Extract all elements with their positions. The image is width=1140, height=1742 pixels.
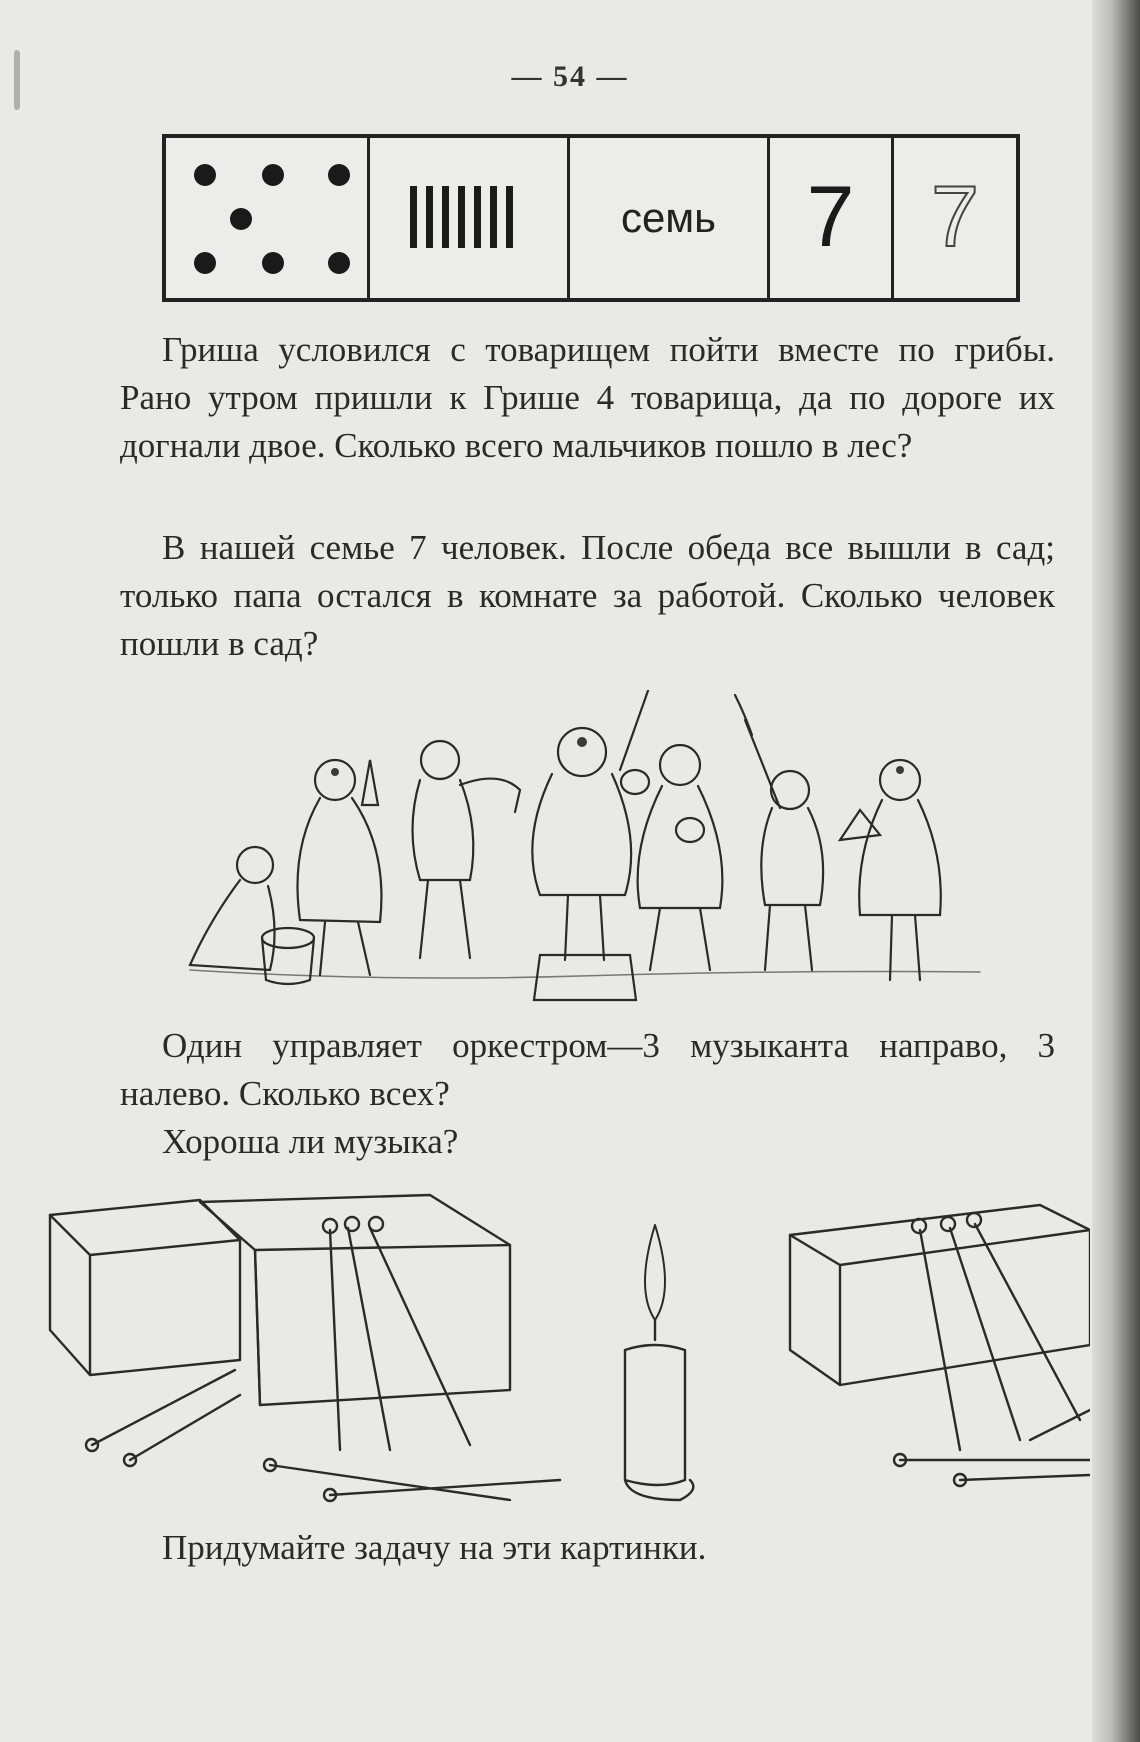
dot bbox=[194, 164, 216, 186]
task-paragraph: Придумайте задачу на эти картинки. bbox=[162, 1528, 707, 1567]
dots-cell bbox=[166, 138, 370, 298]
dot bbox=[194, 252, 216, 274]
problem-paragraph-1: Гриша условился с товарищем пойти вместе по грибы. Рано утром пришли к Грише 4 товарища, да по дороге их догнали двое. Сколько всего мальчиков пошло в лес? bbox=[120, 330, 1055, 465]
number-representation-row bbox=[162, 134, 1020, 302]
matchboxes-and-candle-illustration bbox=[30, 1190, 1090, 1520]
word-cell bbox=[570, 138, 770, 298]
page-number: — 54 — bbox=[511, 60, 629, 93]
traced-digit-cell bbox=[894, 138, 1016, 298]
tally-marks bbox=[410, 186, 513, 248]
dot bbox=[328, 164, 350, 186]
digit-cell bbox=[770, 138, 894, 298]
dot bbox=[262, 252, 284, 274]
traced-digit: 7 bbox=[931, 169, 979, 265]
tally-cell bbox=[370, 138, 570, 298]
dot bbox=[328, 252, 350, 274]
problem-paragraph-2: В нашей семье 7 человек. После обеда все вышли в сад; только папа остался в комнате за работой. Сколько человек пошли в сад? bbox=[120, 528, 1055, 663]
dot bbox=[262, 164, 284, 186]
children-orchestra-illustration bbox=[180, 690, 1010, 1010]
number-digit: 7 bbox=[806, 169, 855, 265]
number-word: семь bbox=[620, 194, 717, 241]
page-gutter-shadow bbox=[1092, 0, 1140, 1742]
question-paragraph: Хороша ли музыка? bbox=[162, 1122, 459, 1161]
problem-paragraph-3: Один управляет оркестром—3 музыканта направо, 3 налево. Сколько всех? bbox=[120, 1026, 1055, 1113]
dot bbox=[230, 208, 252, 230]
